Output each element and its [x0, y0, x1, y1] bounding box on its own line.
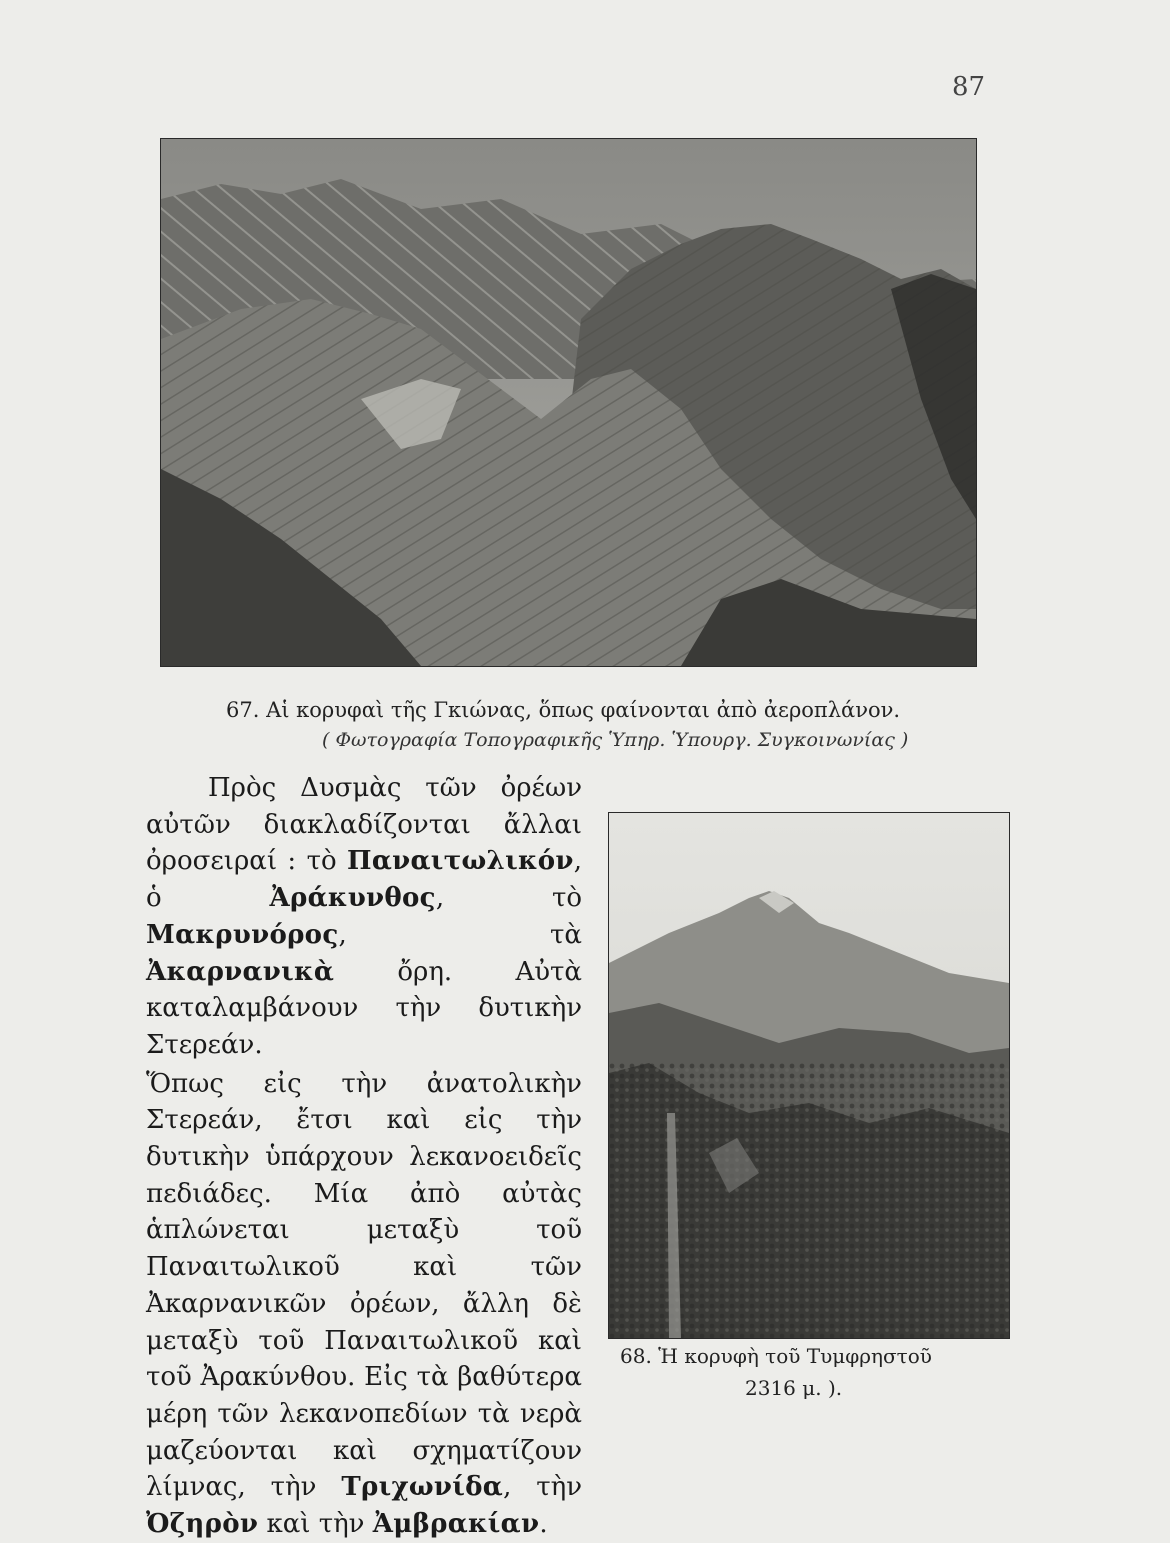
figure-68-caption: 68. Ἡ κορυφὴ τοῦ Τυμφρηστοῦ: [620, 1344, 932, 1368]
mountain-peaks-photo: [160, 138, 977, 667]
page-number: 87: [952, 72, 986, 102]
paragraph-1: Πρὸς Δυσμὰς τῶν ὀρέων αὐτῶν διακλαδίζονται ἄλλαι ὀροσειραί : τὸ Παναιτωλικόν, ὁ Ἀράκυνθος, τὸ Μακρυνόρος, τὰ Ἀκαρνανικὰ ὄρη. Αὐτὰ καταλαμβάνουν τὴν δυτικὴν Στερεάν.: [146, 773, 582, 1060]
figure-67-credit: ( Φωτογραφία Τοπογραφικῆς Ὑπηρ. Ὑπουργ. Συγκοινωνίας ): [322, 729, 909, 751]
figure-68-altitude: 2316 μ. ).: [745, 1376, 843, 1400]
tymfristos-peak-photo: [608, 812, 1010, 1339]
paragraph-2: Ὅπως εἰς τὴν ἀνατολικὴν Στερεάν, ἔτσι καὶ εἰς τὴν δυτικὴν ὑπάρχουν λεκανοειδεῖς πεδιάδες. Μία ἀπὸ αὐτὰς ἁπλώνεται μεταξὺ τοῦ Παναιτωλικοῦ καὶ τῶν Ἀκαρνανικῶν ὀρέων, ἄλλη δὲ μεταξὺ τοῦ Παναιτωλικοῦ καὶ τοῦ Ἀρακύνθου. Εἰς τὰ βαθύτερα μέρη τῶν λεκανοπεδίων τὰ νερὰ μαζεύονται καὶ σχηματίζουν λίμνας, τὴν Τριχωνίδα, τὴν Ὀζηρὸν καὶ τὴν Ἀμβρακίαν.: [146, 1068, 583, 1540]
body-text: [146, 770, 582, 1543]
figure-67-caption: 67. Αἱ κορυφαὶ τῆς Γκιώνας, ὅπως φαίνονται ἀπὸ ἀεροπλάνον.: [226, 698, 901, 722]
